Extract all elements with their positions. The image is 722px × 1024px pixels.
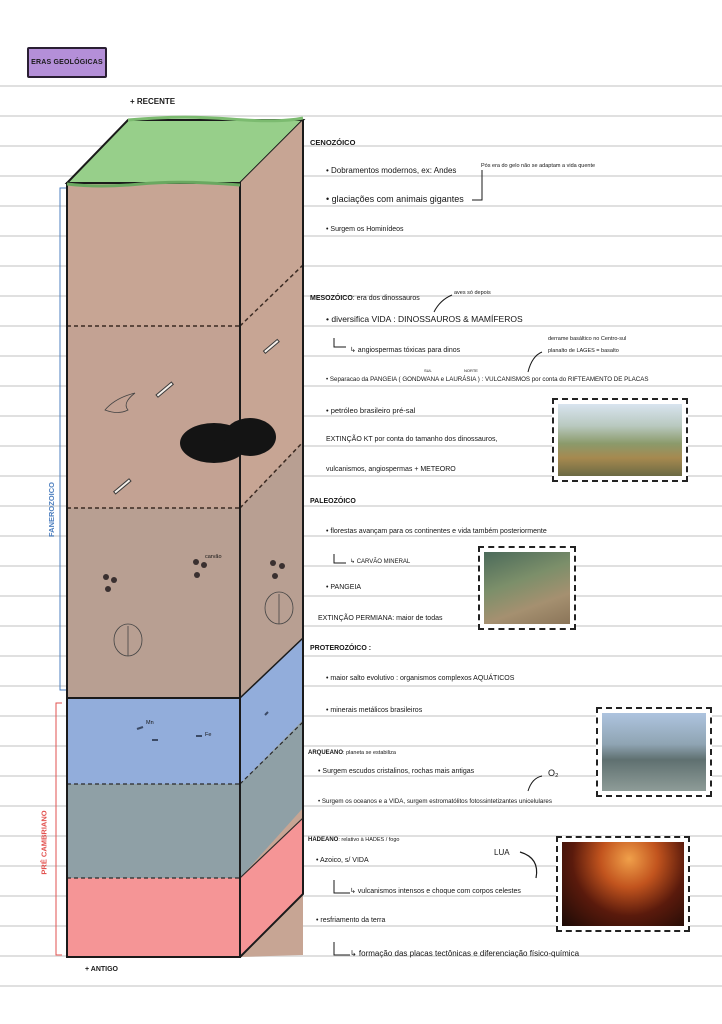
mesozoico-subtitle: : era dos dinossauros — [352, 295, 420, 302]
dinosaur-landscape-image — [558, 404, 682, 476]
mesozoico-photo — [552, 398, 688, 482]
mesozoico-heading: MESOZÓICO — [310, 295, 353, 302]
arqueano-photo — [596, 707, 712, 797]
basalto-annotation-2: planalto de LAGES = basalto — [548, 348, 619, 354]
paleozoico-item-2: ↳ CARVÃO MINERAL — [350, 559, 411, 565]
hadeano-heading: HADEANO — [308, 837, 339, 843]
hadeano-item-4: ↳ formação das placas tectônicas e diferenciação físico-química — [350, 949, 580, 958]
cenozoico-heading: CENOZÓICO — [310, 138, 356, 147]
arqueano-heading-row — [308, 741, 396, 759]
sul-superscript: SUL — [424, 368, 432, 373]
iron-label: Fe — [205, 732, 212, 738]
hadeano-item-3: • resfriamento da terra — [316, 917, 386, 924]
mesozoico-item-1: • diversifica VIDA : DINOSSAUROS & MAMÍFEROS — [326, 314, 523, 324]
proterozoico-heading: PROTEROZÓICO : — [310, 645, 372, 652]
arqueano-subtitle: : planeta se estabiliza — [343, 750, 396, 756]
pre-cambriano-label: PRÉ CAMBRIANO — [39, 810, 49, 875]
arqueano-heading: ARQUEANO — [308, 750, 344, 756]
basalto-annotation-1: derrame basáltico no Centro-sul — [548, 336, 627, 342]
mesozoico-item-2: ↳ angiospermas tóxicas para dinos — [350, 347, 461, 354]
carvao-label: carvão — [205, 554, 222, 560]
proterozoico-item-2: • minerais metálicos brasileiros — [326, 707, 423, 714]
cenozoico-item-2: • glaciações com animais gigantes — [326, 194, 464, 204]
lua-annotation: LUA — [494, 848, 510, 857]
cenozoico-annotation: Pós era do gelo não se adaptam a vida quente — [481, 163, 596, 169]
paleozoico-photo — [478, 546, 576, 630]
paleozoico-item-3: • PANGEIA — [326, 584, 361, 591]
most-recent-label: + RECENTE — [130, 97, 176, 106]
paleozoico-heading: PALEOZÓICO — [310, 498, 356, 505]
hadeano-item-1: • Azoico, s/ VIDA — [316, 857, 369, 864]
cenozoico-item-3: • Surgem os Hominídeos — [326, 226, 404, 233]
mesozoico-heading-row — [310, 287, 420, 305]
mesozoico-item-5: EXTINÇÃO KT por conta do tamanho dos dinossauros, — [326, 436, 498, 443]
hadeano-photo — [556, 836, 690, 932]
hadeano-heading-row — [308, 828, 399, 846]
trilobites-image — [484, 552, 570, 624]
aves-annotation: aves só depois — [454, 290, 491, 296]
primitive-earth-image — [602, 713, 706, 791]
mesozoico-item-3: • Separacao da PANGEIA ( GONDWANA e LAURÁSIA ) : VULCANISMOS por conta do RIFTEAMENTO DE PLACAS — [326, 376, 649, 383]
cenozoico-item-1: • Dobramentos modernos, ex: Andes — [326, 166, 457, 175]
molten-earth-image — [562, 842, 684, 926]
manganese-label: Mn — [146, 720, 154, 726]
page-title: ERAS GEOLÓGICAS — [27, 47, 107, 78]
fanerozoico-label: FANEROZOICO — [47, 481, 57, 538]
hadeano-item-2: ↳ vulcanismos intensos e choque com corpos celestes — [350, 888, 521, 895]
paleozoico-item-1: • florestas avançam para os continentes e vida também posteriormente — [326, 528, 547, 535]
arqueano-item-1: • Surgem escudos cristalinos, rochas mais antigas — [318, 768, 475, 775]
proterozoico-item-1: • maior salto evolutivo : organismos complexos AQUÁTICOS — [326, 675, 515, 682]
mesozoico-item-4: • petróleo brasileiro pré-sal — [326, 406, 416, 415]
oxygen-annotation: O₂ — [548, 768, 559, 778]
oldest-label: + ANTIGO — [85, 966, 118, 973]
hadeano-subtitle: : relativo à HADES / fogo — [338, 837, 400, 843]
arqueano-item-2: • Surgem os oceanos e a VIDA, surgem estromatólitos fotossintetizantes unicelulares — [318, 798, 552, 805]
mesozoico-item-6: vulcanismos, angiospermas + METEORO — [326, 466, 456, 473]
norte-superscript: NORTE — [464, 368, 478, 373]
paleozoico-item-4: EXTINÇÃO PERMIANA: maior de todas — [318, 615, 443, 622]
